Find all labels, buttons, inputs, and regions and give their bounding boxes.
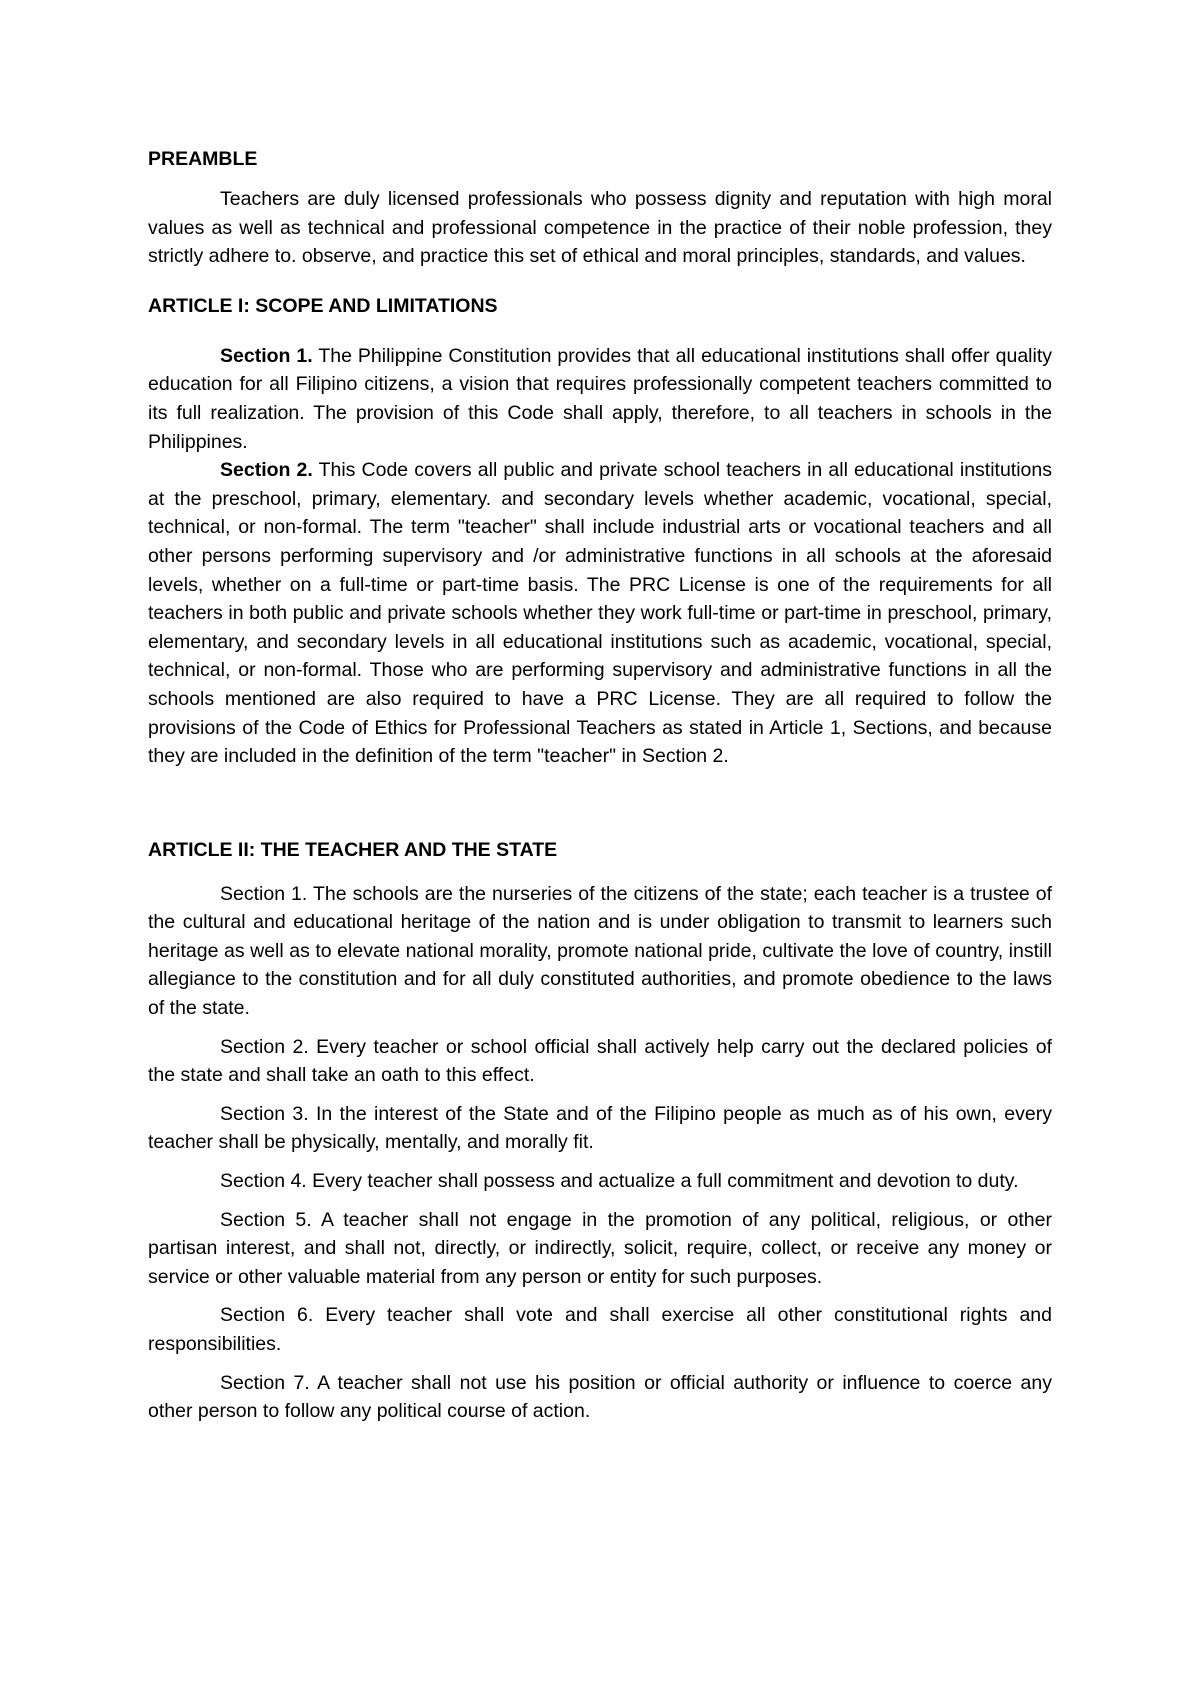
section-text: The Philippine Constitution provides that all educational institutions shall offer quality education for all Filipino citizens, a vision that requires professionally competent teachers committed to its full realization. The provision of this Code shall apply, therefore, to all teachers in schools in the Philippines.: [148, 344, 1052, 453]
article-2-section-1: Section 1. The schools are the nurseries of the citizens of the state; each teacher is a trustee of the cultural and educational heritage of the nation and is under obligation to transmit to learners such heritage as well as to elevate national morality, promote national pride, cultivate the love of country, instill allegiance to the constitution and for all duly constituted authorities, and promote obedience to the laws of the state.: [148, 882, 1052, 1020]
article-1-section-2: [148, 456, 1052, 771]
article-1-section-1: [148, 342, 1052, 456]
preamble-paragraph: Teachers are duly licensed professionals who possess dignity and reputation with high moral values as well as technical and professional competence in the practice of their noble profession, they strictly adhere to. observe, and practice this set of ethical and moral principles, standards, and values.: [148, 188, 1052, 268]
article-2-section-2: Section 2. Every teacher or school official shall actively help carry out the declared policies of the state and shall take an oath to this effect.: [148, 1035, 1052, 1087]
article-2-section-4: Section 4. Every teacher shall possess and actualize a full commitment and devotion to duty.: [220, 1170, 1019, 1193]
preamble-heading: PREAMBLE: [148, 148, 258, 170]
section-text: This Code covers all public and private school teachers in all educational institutions at the preschool, primary, elementary. and secondary levels whether academic, vocational, special, technical, or non-formal. The term "teacher" shall include industrial arts or vocational teachers and all other persons performing supervisory and /or administrative functions in all schools at the aforesaid levels, whether on a full-time or part-time basis. The PRC License is one of the requirements for all teachers in both public and private schools whether they work full-time or part-time in preschool, primary, elementary, and secondary levels in all educational institutions such as academic, vocational, special, technical, or non-formal. Those who are performing supervisory and administrative functions in all the schools mentioned are also required to have a PRC License. They are all required to follow the provisions of the Code of Ethics for Professional Teachers as stated in Article 1, Sections, and because they are included in the definition of the term "teacher" in Section 2.: [148, 459, 1052, 768]
article-2-section-3: Section 3. In the interest of the State and of the Filipino people as much as of his own, every teacher shall be physically, mentally, and morally fit.: [148, 1102, 1052, 1154]
article-2-section-5: Section 5. A teacher shall not engage in the promotion of any political, religious, or other partisan interest, and shall not, directly, or indirectly, solicit, require, collect, or receive any money or service or other valuable material from any person or entity for such purposes.: [148, 1208, 1052, 1288]
article-2-section-6: Section 6. Every teacher shall vote and shall exercise all other constitutional rights and responsibilities.: [148, 1304, 1052, 1355]
article-1-heading: ARTICLE I: SCOPE AND LIMITATIONS: [148, 294, 498, 317]
article-2-section-7: Section 7. A teacher shall not use his position or official authority or influence to coerce any other person to follow any political course of action.: [148, 1371, 1052, 1423]
article-2-heading: ARTICLE II: THE TEACHER AND THE STATE: [148, 838, 558, 861]
section-label: Section 1.: [220, 344, 313, 367]
section-label: Section 2.: [220, 459, 313, 482]
